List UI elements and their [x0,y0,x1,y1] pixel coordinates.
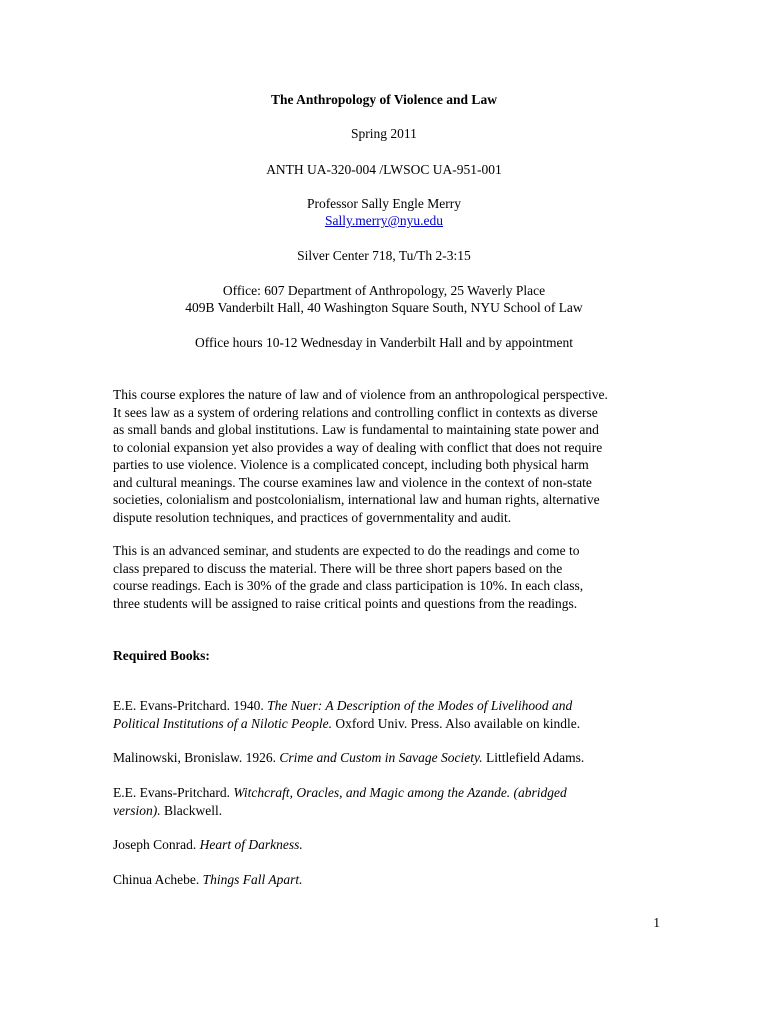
paragraph-line: It sees law as a system of ordering relations and controlling conflict in contexts as diverse [113,404,598,420]
document-title: The Anthropology of Violence and Law [271,92,497,107]
office-address-line1: Office: 607 Department of Anthropology, 25 Waverly Place [222,283,546,298]
paragraph-line: parties to use violence. Violence is a complicated concept, including both physical harm [113,457,589,472]
course-codes: ANTH UA-320-004 /LWSOC UA-951-001 [266,162,502,177]
book-entry [113,871,658,889]
paragraph-line: to colonial expansion yet also provides a way of dealing with conflict that does not require [113,439,603,455]
email-link[interactable]: Sally.merry@nyu.edu [324,213,444,228]
book-entry [113,697,658,732]
book-entry [113,836,658,854]
book-author: Malinowski, Bronislaw. 1926. [113,750,280,765]
book-title: Heart of Darkness. [199,837,303,852]
professor-name: Professor Sally Engle Merry [306,196,462,211]
paragraph-line: dispute resolution techniques, and practices of governmentality and audit. [113,509,512,525]
email-row [0,212,768,230]
book-author: Chinua Achebe. [113,872,203,887]
course-description [113,386,658,526]
paragraph-line: societies, colonialism and postcolonialism, international law and human rights, alternative [113,492,600,507]
paragraph-line: This course explores the nature of law and of violence from an anthropological perspective. [113,387,608,402]
book-entry [113,784,658,819]
book-publisher: Oxford Univ. Press. Also available on kindle. [331,715,581,731]
required-books-heading: Required Books: [113,648,210,663]
paragraph-line: course readings. Each is 30% of the grade and class participation is 10%. In each class, [113,578,584,593]
office-hours: Office hours 10-12 Wednesday in Vanderbilt Hall and by appointment [195,335,573,350]
book-title: Witchcraft, Oracles, and Magic among the Azande. (abridged [233,785,567,800]
book-publisher: Littlefield Adams. [482,750,585,765]
book-title: version). [113,802,161,818]
paragraph-line: as small bands and global institutions. Law is fundamental to maintaining state power and [113,422,599,437]
paragraph-line: This is an advanced seminar, and students are expected to do the readings and come to [113,543,580,558]
seminar-description [113,542,658,612]
course-term: Spring 2011 [351,126,417,141]
book-title: The Nuer: A Description of the Modes of Livelihood and [267,698,573,713]
paragraph-line: three students will be assigned to raise critical points and questions from the readings. [113,595,578,611]
book-entry [113,749,658,767]
paragraph-line: and cultural meanings. The course examines law and violence in the context of non-state [113,474,592,490]
office-address-line2: 409B Vanderbilt Hall, 40 Washington Square South, NYU School of Law [185,300,583,315]
book-author: E.E. Evans-Pritchard. 1940. [113,698,268,713]
book-author: Joseph Conrad. [113,837,200,852]
book-title: Crime and Custom in Savage Society. [279,750,483,765]
book-title: Things Fall Apart. [202,872,303,887]
book-author: E.E. Evans-Pritchard. [113,785,234,800]
book-title: Political Institutions of a Nilotic People. [113,715,332,731]
page-number: 1 [653,915,660,930]
paragraph-line: class prepared to discuss the material. There will be three short papers based on the [113,560,563,576]
class-location: Silver Center 718, Tu/Th 2-3:15 [297,248,471,263]
book-publisher: Blackwell. [160,802,223,818]
